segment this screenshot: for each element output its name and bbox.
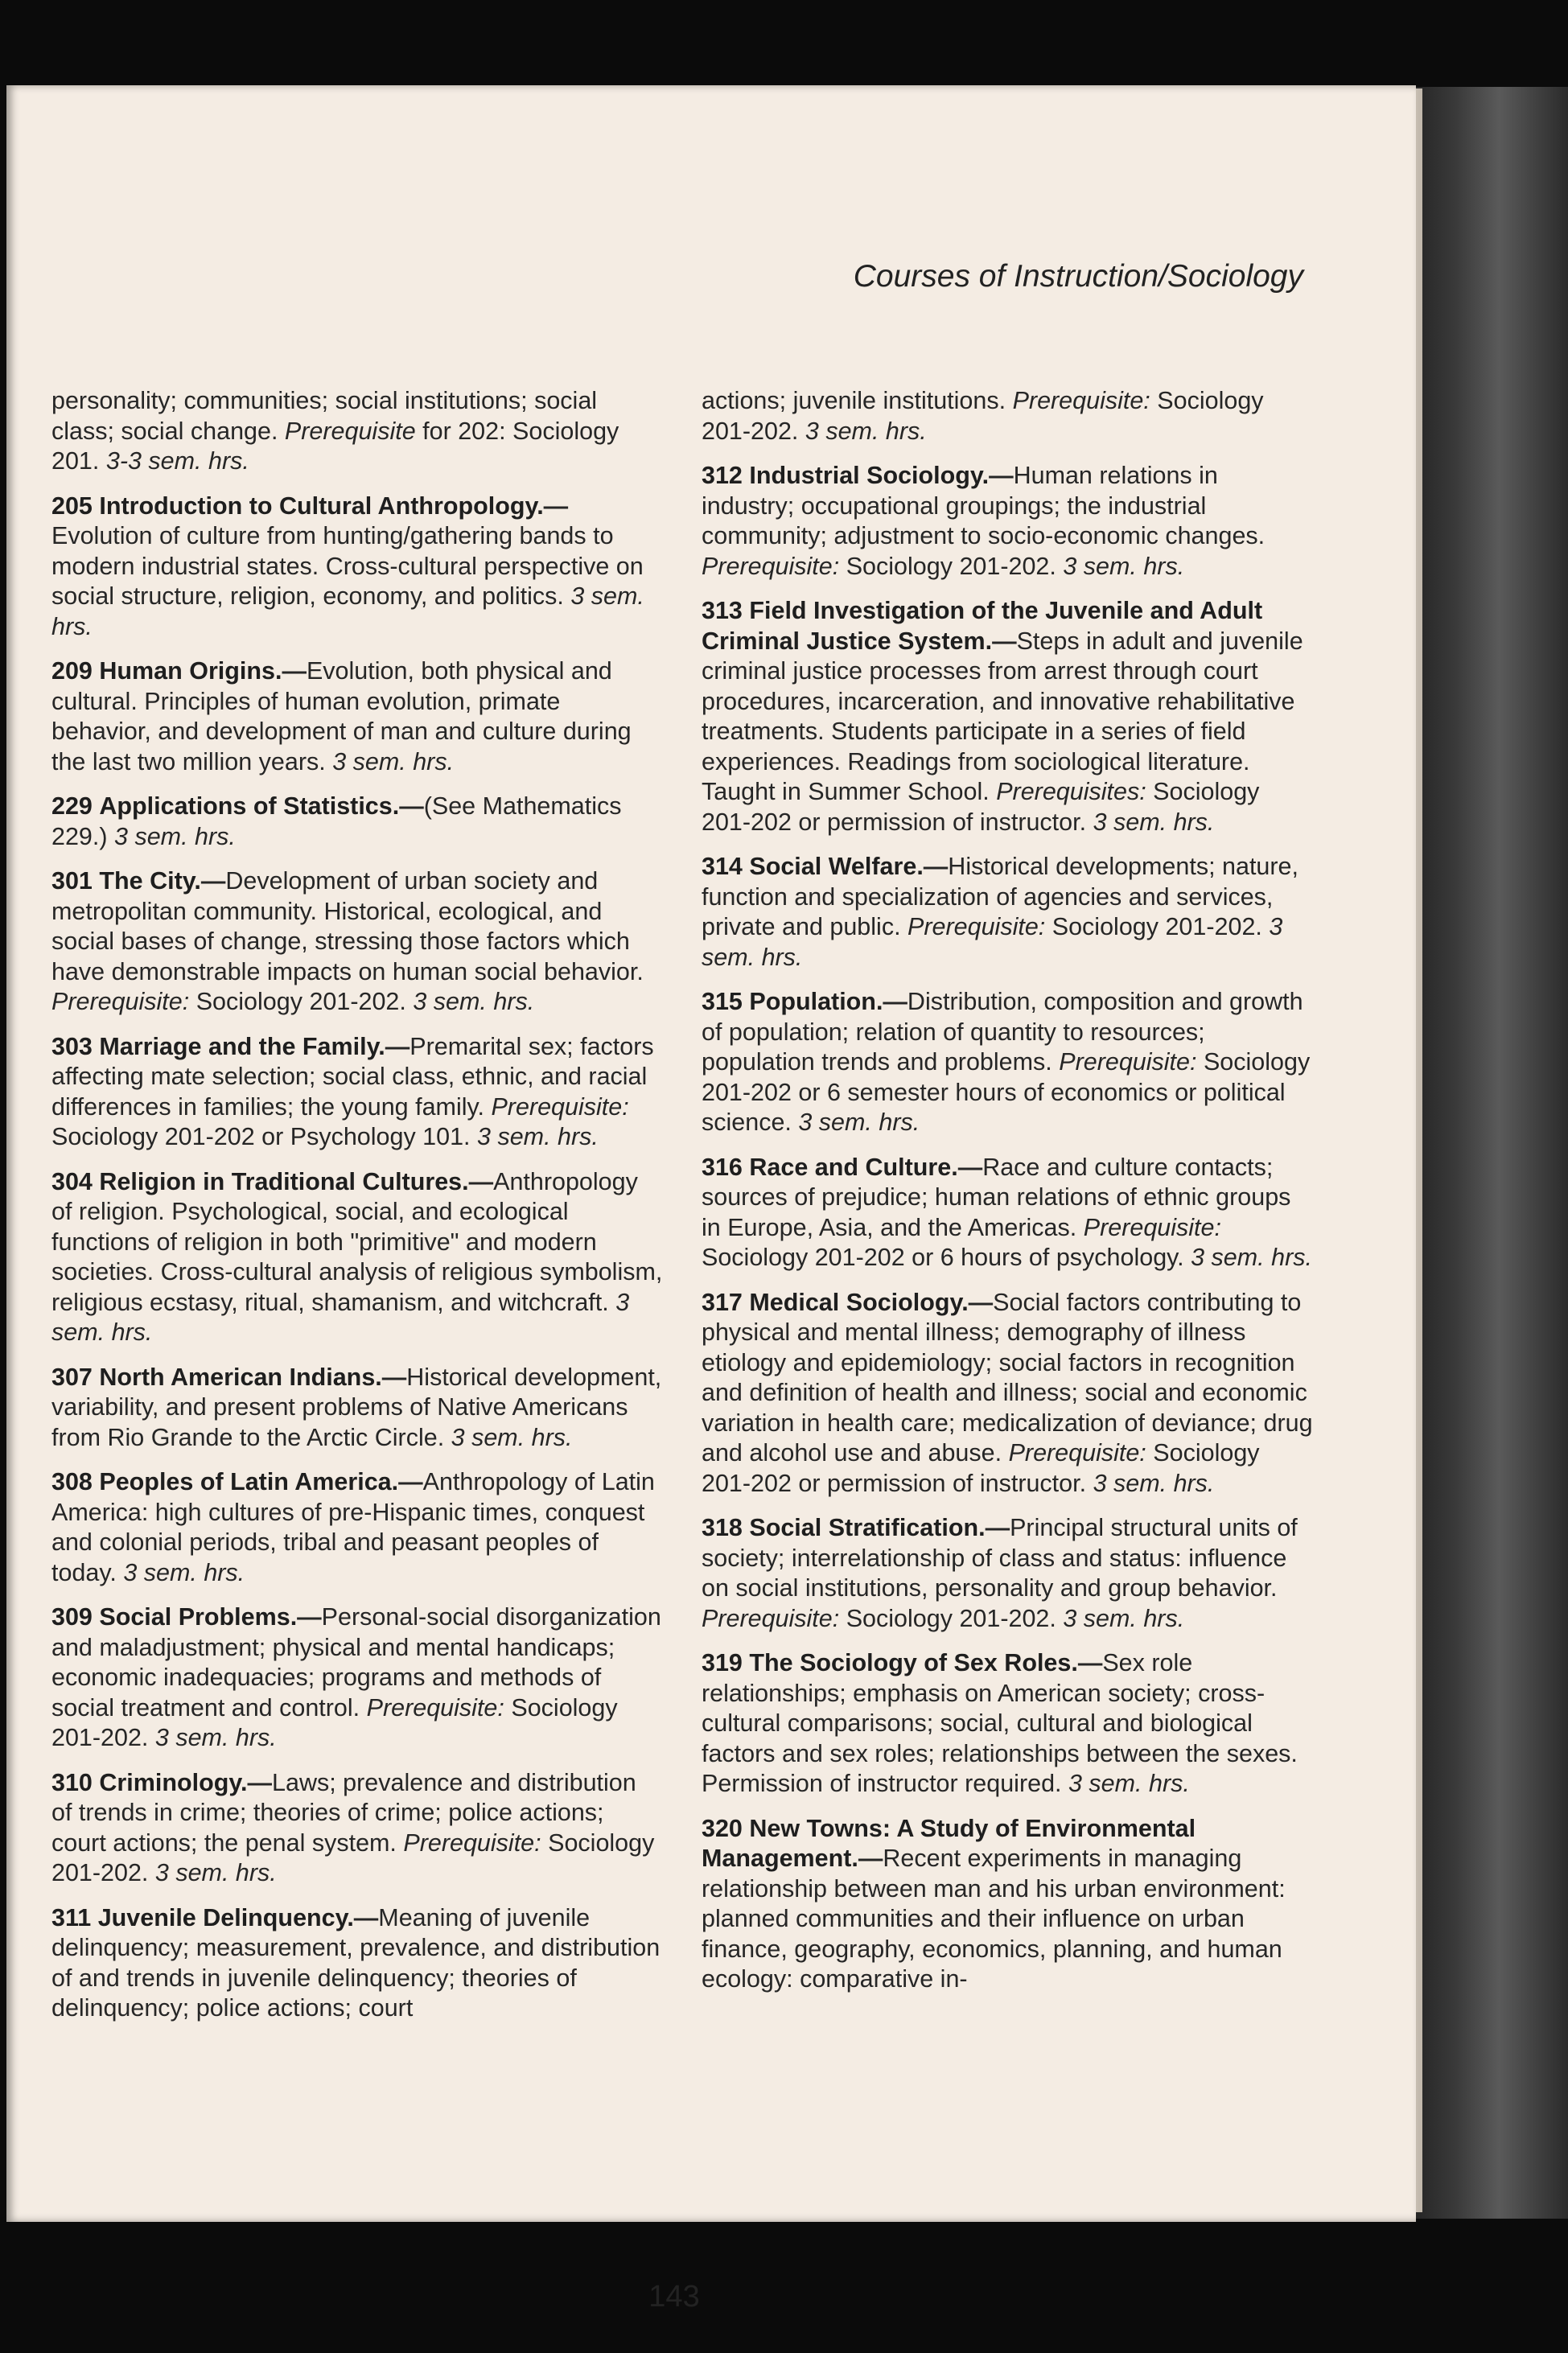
title-separator: —	[923, 853, 949, 880]
course-title: Medical Sociology.	[749, 1288, 969, 1316]
course-entry	[51, 656, 663, 777]
course-description: Development of urban society and metropolitan community. Historical, ecological, and social bases of change, stressing those factors which have demonstrable impacts on human social behavior.	[51, 867, 644, 985]
credit-hours: 3 sem. hrs.	[154, 1724, 277, 1751]
prerequisite-label: Prerequisites:	[996, 778, 1146, 805]
credit-hours: 3 sem. hrs.	[1068, 1770, 1190, 1797]
course-entry	[51, 1363, 663, 1454]
course-title: Industrial Sociology.	[749, 462, 990, 489]
course-title: Social Stratification.	[749, 1514, 986, 1541]
prerequisite-label: Prerequisite:	[702, 552, 840, 580]
prerequisite-text: Sociology 201-202.	[1052, 913, 1262, 940]
title-separator: —	[543, 492, 569, 520]
course-number: 229	[51, 792, 93, 820]
course-description: Personal-social disorganization and maladjustment; physical and mental handicaps; economic inadequacies; programs and methods of social treatment and control.	[51, 1603, 661, 1722]
course-entry	[51, 492, 663, 643]
credit-hours: 3 sem. hrs.	[1093, 1469, 1215, 1497]
course-entry	[702, 987, 1313, 1138]
right-entries	[702, 461, 1313, 1995]
course-entry	[51, 792, 663, 852]
title-separator: —	[468, 1167, 494, 1195]
course-title: Marriage and the Family.	[99, 1032, 385, 1060]
title-separator: —	[353, 1903, 379, 1931]
prerequisite-label: Prerequisite:	[1083, 1213, 1221, 1241]
prerequisite-label: Prerequisite:	[51, 988, 190, 1015]
prerequisite-text: Sociology 201-202.	[195, 988, 406, 1015]
course-number: 316	[702, 1153, 743, 1181]
course-description: Principal structural units of society; interrelationship of class and status: influence on social institutions, personality and group behavior.	[702, 1514, 1298, 1602]
left-entries	[51, 492, 663, 2024]
title-separator: —	[883, 988, 907, 1015]
credit-hours: 3 sem. hrs.	[798, 1109, 920, 1136]
title-separator: —	[858, 1845, 883, 1872]
course-title: Social Welfare.	[749, 853, 924, 880]
title-separator: —	[989, 462, 1014, 489]
course-number: 307	[51, 1363, 93, 1391]
title-separator: —	[399, 792, 424, 820]
course-number: 320	[702, 1814, 743, 1842]
course-number: 314	[702, 853, 743, 880]
continuation-text: personality; communities; social institutions; social class; social change. Prerequisite for 202: Sociology 201. 3-3 sem. hrs.	[51, 387, 619, 475]
course-title: Juvenile Delinquency.	[97, 1903, 354, 1931]
course-description: Sex role relationships; emphasis on American society; cross-cultural comparisons; social, cultural and biological factors and sex roles; relationships between the sexes. Permission of instructor required.	[702, 1649, 1298, 1797]
title-separator: —	[247, 1768, 273, 1796]
credit-hours: 3 sem. hrs.	[51, 1288, 630, 1346]
course-number: 318	[702, 1514, 743, 1541]
credit-hours: 3 sem. hrs.	[451, 1423, 573, 1451]
credit-hours: 3 sem. hrs.	[1063, 1604, 1185, 1632]
course-description: Evolution of culture from hunting/gathering bands to modern industrial states. Cross-cultural perspective on social structure, religion, economy, and politics.	[51, 522, 644, 610]
page-number: 143	[648, 2280, 700, 2314]
course-description: Anthropology of religion. Psychological, social, and ecological functions of religion in both "primitive" and modern societies. Cross-cultural analysis of religious symbolism, religious ecstasy, ritual, shamanism, and witchcraft.	[51, 1167, 663, 1316]
credit-hours: 3 sem. hrs.	[1063, 552, 1185, 580]
prerequisite-text: Sociology 201-202.	[846, 1604, 1056, 1632]
credit-hours: 3 sem. hrs.	[51, 582, 644, 640]
course-title: Criminology.	[99, 1768, 248, 1796]
course-number: 315	[702, 988, 743, 1015]
prerequisite-label: Prerequisite:	[702, 1604, 840, 1632]
course-entry	[702, 1513, 1313, 1634]
credit-hours: 3 sem. hrs.	[702, 913, 1283, 971]
prerequisite-label: Prerequisite:	[403, 1829, 541, 1857]
title-separator: —	[985, 1514, 1010, 1541]
course-description: Distribution, composition and growth of population; relation of quantity to resources; population trends and problems.	[702, 988, 1303, 1076]
course-entry	[51, 1768, 663, 1889]
course-entry	[702, 461, 1313, 582]
course-description: (See Mathematics 229.)	[51, 792, 622, 850]
course-entry	[51, 1032, 663, 1153]
course-title: The City.	[99, 867, 201, 895]
course-number: 311	[51, 1903, 92, 1931]
prerequisite-text: Sociology 201-202 or 6 hours of psychology.	[702, 1244, 1184, 1271]
course-title: Human Origins.	[99, 657, 282, 685]
course-description: Historical developments; nature, function and specialization of agencies and services, private and public.	[702, 853, 1298, 940]
title-separator: —	[968, 1288, 994, 1316]
course-entry	[51, 866, 663, 1018]
course-number: 312	[702, 462, 743, 489]
prerequisite-text: Sociology 201-202 or permission of instructor.	[702, 1439, 1260, 1497]
course-title: Social Problems.	[99, 1603, 298, 1631]
course-description: Historical development, variability, and present problems of Native Americans from Rio Grande to the Arctic Circle.	[51, 1363, 662, 1451]
title-separator: —	[992, 627, 1017, 655]
title-separator: —	[200, 867, 226, 895]
course-title: Population.	[749, 988, 883, 1015]
course-entry	[702, 1153, 1313, 1273]
credit-hours: 3 sem. hrs.	[1191, 1244, 1312, 1271]
course-entry	[702, 596, 1313, 837]
course-entry	[702, 1648, 1313, 1800]
course-description: Laws; prevalence and distribution of trends in crime; theories of crime; police actions; court actions; the penal system.	[51, 1768, 636, 1857]
course-description: Race and culture contacts; sources of prejudice; human relations of ethnic groups in Europe, Asia, and the Americas.	[702, 1153, 1291, 1241]
credit-hours: 3 sem. hrs.	[114, 822, 236, 850]
course-description: Human relations in industry; occupational groupings; the industrial community; adjustment to socio-economic changes.	[702, 462, 1266, 549]
course-title: Field Investigation of the Juvenile and Adult Criminal Justice System.	[702, 597, 1263, 655]
credit-hours: 3 sem. hrs.	[1093, 808, 1215, 836]
course-description: Recent experiments in managing relationship between man and his urban environment: planned communities and their influence on urban finance, geography, economics, planning, and human ecology: comparative in-	[702, 1845, 1286, 1993]
course-number: 301	[51, 867, 93, 895]
course-entry	[51, 1167, 663, 1348]
course-title: Introduction to Cultural Anthropology.	[99, 492, 544, 520]
prerequisite-text: Sociology 201-202 or Psychology 101.	[51, 1123, 471, 1150]
course-number: 308	[51, 1468, 93, 1495]
course-number: 310	[51, 1768, 93, 1796]
credit-hours: 3 sem. hrs.	[413, 988, 535, 1015]
course-entry	[702, 852, 1313, 973]
credit-hours: 3 sem. hrs.	[123, 1558, 245, 1586]
course-description: Anthropology of Latin America: high cultures of pre-Hispanic times, conquest and colonial periods, tribal and peasant peoples of today.	[51, 1468, 655, 1586]
credit-hours: 3 sem. hrs.	[154, 1859, 277, 1886]
course-number: 209	[51, 657, 93, 685]
course-description: Premarital sex; factors affecting mate selection; social class, ethnic, and racial differences in families; the young family.	[51, 1032, 654, 1121]
course-title: Religion in Traditional Cultures.	[99, 1167, 469, 1195]
course-description: Steps in adult and juvenile criminal justice processes from arrest through court procedures, incarceration, and innovative rehabilitative treatments. Students participate in a series of field experiences. Readings from sociological literature. Taught in Summer School.	[702, 627, 1303, 805]
running-head: Courses of Instruction/Sociology	[853, 259, 1303, 294]
course-entry	[702, 1814, 1313, 1995]
course-number: 319	[702, 1649, 743, 1676]
prerequisite-text: Sociology 201-202.	[846, 552, 1056, 580]
continuation-text: actions; juvenile institutions. Prerequisite: Sociology 201-202. 3 sem. hrs.	[702, 387, 1264, 445]
prerequisite-text: Sociology 201-202 or 6 semester hours of economics or political science.	[702, 1048, 1311, 1136]
course-entry	[51, 1903, 663, 2024]
title-separator: —	[957, 1153, 983, 1181]
course-title: The Sociology of Sex Roles.	[749, 1649, 1078, 1676]
prerequisite-label: Prerequisite:	[1059, 1048, 1197, 1076]
course-entry	[51, 1602, 663, 1754]
course-number: 309	[51, 1603, 93, 1631]
course-title: North American Indians.	[99, 1363, 382, 1391]
course-entry	[702, 1288, 1313, 1499]
prerequisite-label: Prerequisite:	[491, 1092, 629, 1121]
title-separator: —	[282, 657, 307, 685]
right-column	[702, 386, 1313, 2010]
course-description: Social factors contributing to physical and mental illness; demography of illness etiology and epidemiology; social factors in recognition and definition of health and illness; social and economic variation in health care; medicalization of deviance; drug and alcohol use and abuse.	[702, 1288, 1313, 1467]
prerequisite-label: Prerequisite:	[366, 1693, 504, 1722]
course-number: 304	[51, 1167, 93, 1195]
title-separator: —	[398, 1468, 423, 1495]
course-description: Evolution, both physical and cultural. Principles of human evolution, primate behavior, and development of man and culture during the last two million years.	[51, 657, 632, 775]
course-number: 205	[51, 492, 93, 520]
title-separator: —	[381, 1363, 407, 1391]
course-entry	[51, 1467, 663, 1588]
prerequisite-text: Sociology 201-202.	[51, 1829, 655, 1886]
prerequisite-text: Sociology 201-202.	[51, 1693, 618, 1751]
course-number: 317	[702, 1288, 743, 1316]
credit-hours: 3 sem. hrs.	[332, 747, 455, 775]
course-number: 303	[51, 1032, 93, 1060]
course-title: New Towns: A Study of Environmental Management.	[702, 1814, 1196, 1872]
course-description: Meaning of juvenile delinquency; measurement, prevalence, and distribution of and trends in juvenile delinquency; theories of delinquency; police actions; court	[51, 1903, 661, 2022]
credit-hours: 3 sem. hrs.	[477, 1123, 599, 1150]
title-separator: —	[385, 1032, 410, 1060]
course-title: Race and Culture.	[749, 1153, 958, 1181]
course-title: Applications of Statistics.	[99, 792, 400, 820]
course-title: Peoples of Latin America.	[99, 1468, 399, 1495]
left-column	[51, 386, 663, 2038]
prerequisite-label: Prerequisite:	[1008, 1439, 1146, 1467]
title-separator: —	[297, 1603, 322, 1631]
course-number: 313	[702, 597, 743, 624]
title-separator: —	[1077, 1649, 1103, 1676]
catalog-page	[6, 85, 1416, 2314]
prerequisite-label: Prerequisite:	[907, 913, 1046, 940]
prerequisite-text: Sociology 201-202 or permission of instructor.	[702, 778, 1260, 836]
